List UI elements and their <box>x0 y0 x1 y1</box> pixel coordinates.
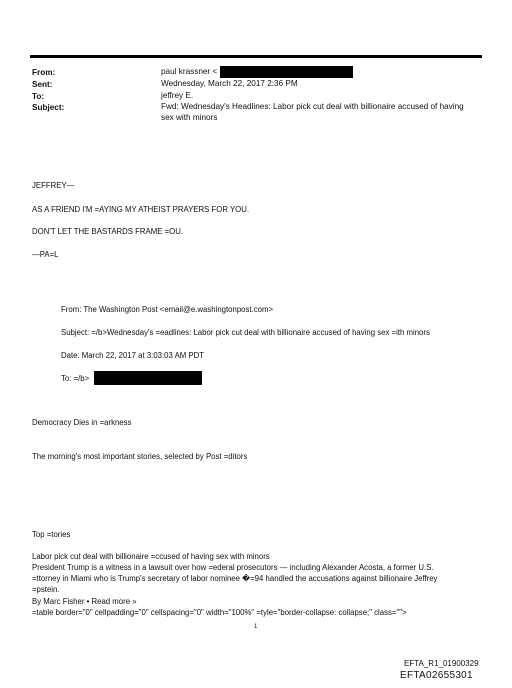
section-heading: Top =tories <box>32 530 71 539</box>
message-line-2: DON'T LET THE BASTARDS FRAME =OU. <box>32 227 184 236</box>
story-blurb-line-2: =ttorney in Miami who is Trump's secretary of labor nominee �=94 handled the accusations against billionaire Jeffrey <box>32 574 438 583</box>
bates-number-1: EFTA_R1_01900329 <box>404 659 479 668</box>
message-greeting: JEFFREY— <box>32 181 75 190</box>
from-label: From: <box>32 68 56 77</box>
redaction-bar <box>220 66 353 78</box>
subject-value-line2: sex with minors <box>161 113 218 122</box>
sent-label: Sent: <box>32 80 53 89</box>
subject-value-line1: Fwd: Wednesday's Headlines: Labor pick cut deal with billionaire accused of having <box>161 102 464 111</box>
to-label: To: <box>32 92 45 101</box>
header-rule <box>30 55 482 58</box>
forwarded-subject: Subject: =/b>Wednesday's =eadlines: Labor pick cut deal with billionaire accused of having sex =ith minors <box>61 328 430 337</box>
page-number: 1 <box>254 624 258 630</box>
sent-value: Wednesday, March 22, 2017 2:36 PM <box>161 79 298 88</box>
forwarded-to: To: =/b> <box>61 374 90 383</box>
redaction-bar <box>94 371 202 385</box>
newsletter-tagline: Democracy Dies in =arkness <box>32 418 132 427</box>
from-value: paul krassner < <box>161 67 218 76</box>
html-fragment: =table border="0" cellpadding="0" cellspacing="0" width="100%" =tyle="border-collapse: collapse;" class=""> <box>32 608 407 617</box>
story-headline[interactable]: Labor pick cut deal with billionaire =ccused of having sex with minors <box>32 552 270 561</box>
story-blurb-line-3: =pstein. <box>32 585 60 594</box>
newsletter-intro: The morning's most important stories, selected by Post =ditors <box>32 452 248 461</box>
story-blurb-line-1: President Trump is a witness in a lawsuit over how =ederal prosecutors — including Alexander Acosta, a former U.S. <box>32 563 434 572</box>
message-signoff: —PA=L <box>32 250 59 259</box>
story-byline[interactable]: By Marc Fisher • Read more » <box>32 597 137 606</box>
forwarded-from: From: The Washington Post <email@e.washingtonpost.com> <box>61 305 274 314</box>
subject-label: Subject: <box>32 103 65 112</box>
bates-number-2: EFTA02655301 <box>400 670 473 681</box>
forwarded-date: Date: March 22, 2017 at 3:03:03 AM PDT <box>61 351 205 360</box>
message-line-1: AS A FRIEND I'M =AYING MY ATHEIST PRAYERS FOR YOU. <box>32 205 250 214</box>
to-value: jeffrey E. <box>161 91 194 100</box>
